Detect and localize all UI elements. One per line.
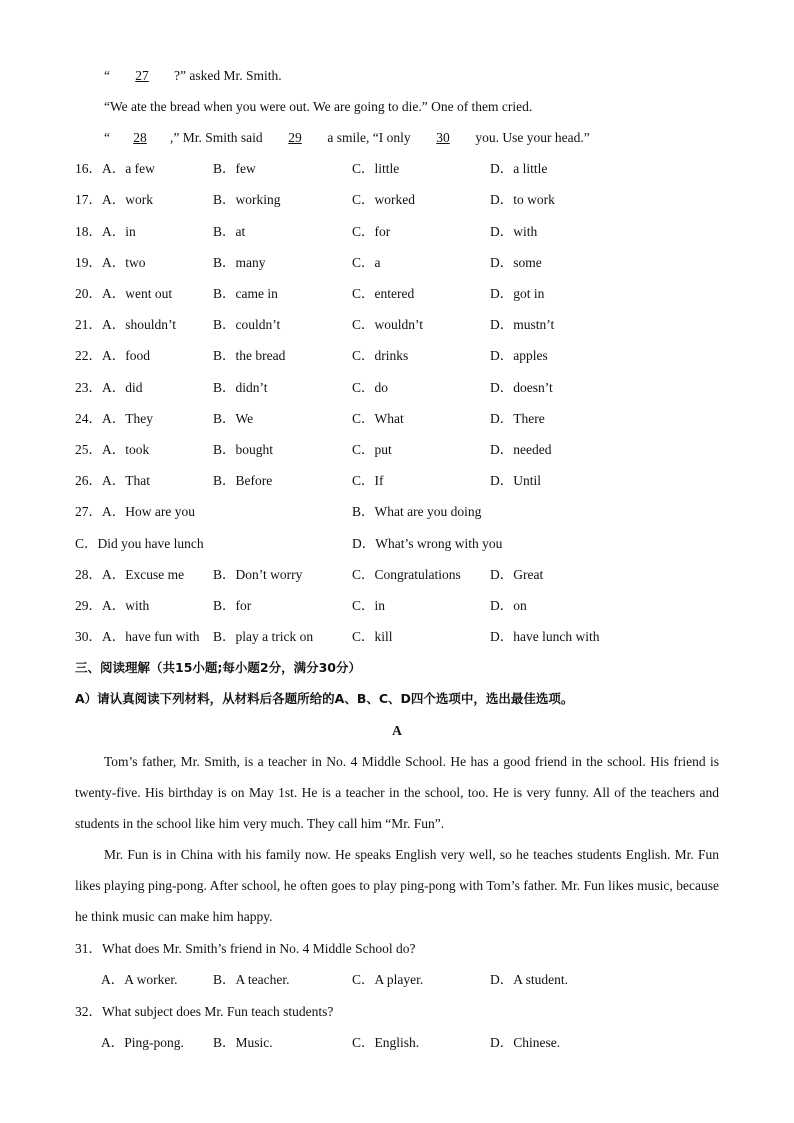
option-b: B．play a trick on (213, 629, 314, 644)
dialogue-line-28-30 (104, 129, 590, 147)
passage-label: A (392, 723, 402, 738)
dialogue-text: you. Use your head.” (475, 130, 590, 145)
quote-mark: “ (104, 68, 110, 83)
option-d: D．Great (490, 567, 544, 582)
option-c: C．What (352, 411, 404, 426)
option-c: C．kill (352, 629, 393, 644)
option-a: 29．A．with (75, 598, 150, 613)
option-c: C．Congratulations (352, 567, 461, 582)
option-a: 23．A．did (75, 380, 143, 395)
option-c: C．English. (352, 1035, 420, 1050)
option-c: C．If (352, 473, 384, 488)
question-31-stem: 31．What does Mr. Smith’s friend in No. 4 Middle School do? (75, 941, 416, 956)
option-a: 24．A．They (75, 411, 153, 426)
option-a: 16．A．a few (75, 161, 155, 176)
option-d: D．got in (490, 286, 545, 301)
option-a: 21．A．shouldn’t (75, 317, 177, 332)
option-a: 18．A．in (75, 224, 136, 239)
option-d: D．mustn’t (490, 317, 555, 332)
blank-28: 28 (133, 130, 147, 145)
passage-paragraph-2: Mr. Fun is in China with his family now. He speaks English very well, so he teaches students English. Mr. Fun likes playing ping-pong. After school, he often goes to play ping-pong with Tom’s father. Mr. Fun likes music, because he think music can make him happy. (75, 847, 719, 924)
option-b: B．Don’t worry (213, 567, 303, 582)
option-b: B．working (213, 192, 281, 207)
option-c: C．worked (352, 192, 415, 207)
option-a: 20．A．went out (75, 286, 173, 301)
option-a: 30．A．have fun with (75, 629, 200, 644)
option-a: 17．A．work (75, 192, 153, 207)
option-d: D．There (490, 411, 545, 426)
option-b: B．few (213, 161, 256, 176)
option-d: D．doesn’t (490, 380, 553, 395)
option-b: B．came in (213, 286, 278, 301)
option-c: C．Did you have lunch (75, 536, 204, 551)
option-b: B．A teacher. (213, 972, 290, 987)
dialogue-text: a smile, “I only (327, 130, 411, 145)
option-a: A．Ping-pong. (101, 1035, 184, 1050)
option-b: B．We (213, 411, 254, 426)
option-a: 25．A．took (75, 442, 150, 457)
section-heading: 三、阅读理解（共15小题;每小题2分，满分30分） (75, 660, 361, 675)
option-d: D．needed (490, 442, 552, 457)
blank-27: 27 (135, 68, 149, 83)
option-a: 26．A．That (75, 473, 150, 488)
option-d: D．some (490, 255, 542, 270)
option-d: D．to work (490, 192, 555, 207)
passage-paragraph-1: Tom’s father, Mr. Smith, is a teacher in No. 4 Middle School. He has a good friend in the school. His friend is twenty-five. His birthday is on May 1st. He is a teacher in the school, too. He is very funny. All of the teachers and students in the school like him very much. They call him “Mr. Fun”. (75, 754, 719, 831)
option-b: B．Music. (213, 1035, 273, 1050)
dialogue-text: ?” asked Mr. Smith. (174, 68, 282, 83)
option-c: C．little (352, 161, 400, 176)
blank-30: 30 (436, 130, 450, 145)
passage (75, 746, 719, 932)
option-d: D．A student. (490, 972, 569, 987)
dialogue-line-27 (104, 67, 282, 85)
option-b: B．didn’t (213, 380, 268, 395)
option-a: 19．A．two (75, 255, 146, 270)
option-d: D．on (490, 598, 527, 613)
option-b: B．for (213, 598, 252, 613)
option-d: D．Chinese. (490, 1035, 561, 1050)
option-c: C．A player. (352, 972, 424, 987)
option-c: C．put (352, 442, 392, 457)
option-a: 22．A．food (75, 348, 150, 363)
option-d: D．apples (490, 348, 548, 363)
dialogue-text: ,” Mr. Smith said (170, 130, 263, 145)
option-b: B．at (213, 224, 246, 239)
option-d: D．a little (490, 161, 548, 176)
dialogue-line-2: “We ate the bread when you were out. We are going to die.” One of them cried. (104, 99, 533, 114)
section-instruction: A）请认真阅读下列材料，从材料后各题所给的A、B、C、D四个选项中，选出最佳选项。 (75, 691, 574, 706)
option-b: B．What are you doing (352, 504, 482, 519)
option-b: B．many (213, 255, 266, 270)
option-c: C．drinks (352, 348, 409, 363)
blank-29: 29 (288, 130, 302, 145)
option-c: C．wouldn’t (352, 317, 424, 332)
option-c: C．do (352, 380, 389, 395)
option-c: C．for (352, 224, 391, 239)
option-a: 27．A．How are you (75, 504, 195, 519)
option-d: D．Until (490, 473, 542, 488)
quote-mark: “ (104, 130, 110, 145)
option-d: D．have lunch with (490, 629, 600, 644)
option-b: B．Before (213, 473, 273, 488)
option-a: A．A worker. (101, 972, 178, 987)
option-b: B．bought (213, 442, 274, 457)
option-d: D．with (490, 224, 538, 239)
option-b: B．the bread (213, 348, 286, 363)
option-c: C．in (352, 598, 386, 613)
option-c: C．entered (352, 286, 415, 301)
option-d: D．What’s wrong with you (352, 536, 503, 551)
option-a: 28．A．Excuse me (75, 567, 185, 582)
option-c: C．a (352, 255, 381, 270)
option-b: B．couldn’t (213, 317, 281, 332)
question-32-stem: 32．What subject does Mr. Fun teach students? (75, 1004, 334, 1019)
